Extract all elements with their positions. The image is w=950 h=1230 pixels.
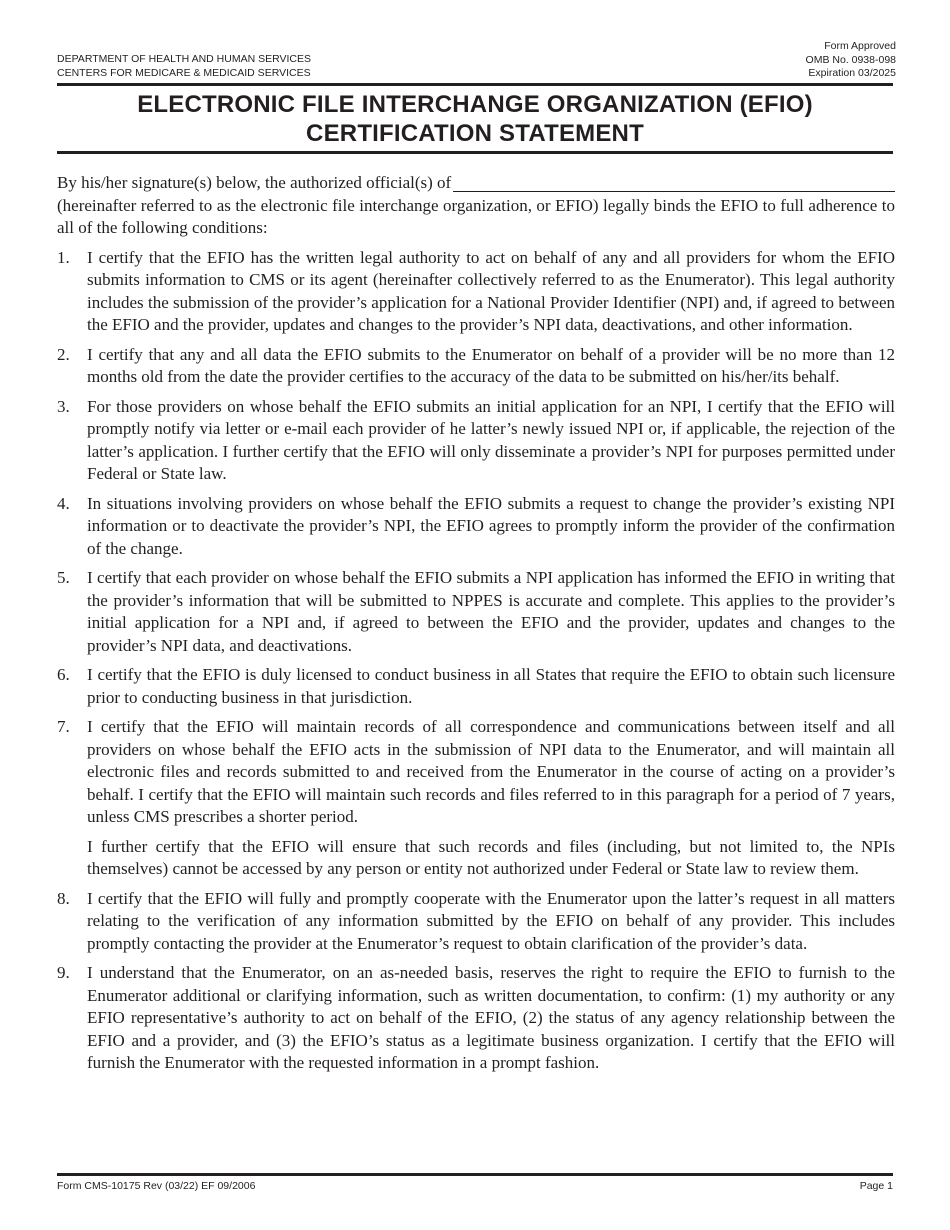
- item-number: 6.: [57, 665, 70, 684]
- item-number: 1.: [57, 247, 70, 267]
- item-text: In situations involving providers on whose behalf the EFIO submits a request to change the provider’s existing NPI information or to deactivate the provider’s NPI, the EFIO agrees to promptly inform the provider of the confirmation of the change.: [87, 493, 895, 558]
- title-divider: [57, 151, 893, 154]
- item-text: I certify that the EFIO will maintain records of all correspondence and communications between itself and all providers on whose behalf the EFIO acts in the submission of NPI data to the Enumerator, and will maintain all electronic files and records submitted to and received from the Enumerator in the course of acting on a provider’s behalf. I certify that the EFIO will maintain such records and files referred to in this paragraph for a period of 7 years, unless CMS prescribes a shorter period.: [87, 717, 895, 826]
- item-number: 9.: [57, 963, 70, 982]
- item-number: 8.: [57, 888, 70, 908]
- omb-number: OMB No. 0938-098: [805, 53, 896, 66]
- condition-item: [57, 396, 895, 486]
- omb-block: [806, 40, 896, 81]
- item-text-continuation: I further certify that the EFIO will ensure that such records and files (including, but not limited to, the NPIs themselves) cannot be accessed by any person or entity not authorized under Federal or State law to review them.: [87, 836, 895, 878]
- condition-item: [57, 344, 895, 389]
- item-number: 3.: [57, 396, 70, 416]
- agency-line: CENTERS FOR MEDICARE & MEDICAID SERVICES: [57, 66, 311, 79]
- form-approved-label: Form Approved: [824, 40, 896, 52]
- item-text: I certify that any and all data the EFIO submits to the Enumerator on behalf of a provider will be no more than 12 months old from the date the provider certifies to the accuracy of the data to be submitted on his/her/its behalf.: [87, 344, 895, 386]
- agency-header: [57, 53, 311, 80]
- item-text: I understand that the Enumerator, on an as-needed basis, reserves the right to require the EFIO to furnish to the Enumerator additional or clarifying information, such as written documentation, to confirm: (1) my authority or any EFIO representative’s authority to act on behalf of the EFIO, (2) the status of any agency relationship between the EFIO and a provider, and (3) the EFIO’s status as a legitimate business organization. I certify that the EFIO will furnish the Enumerator with the requested information in a prompt fashion.: [87, 963, 895, 1072]
- page-number: Page 1: [859, 1180, 893, 1192]
- condition-item: [57, 888, 895, 956]
- item-text: I certify that the EFIO will fully and promptly cooperate with the Enumerator upon the latter’s request in all matters relating to the verification of any information submitted by the EFIO on behalf of any provider. This includes promptly contacting the provider at the Enumerator’s request to obtain clarification of the provider’s data.: [87, 888, 895, 953]
- intro-line: [57, 172, 895, 195]
- item-number: 4.: [57, 493, 70, 513]
- organization-name-field[interactable]: [453, 176, 895, 192]
- condition-item: [57, 247, 895, 337]
- footer-divider: [57, 1173, 893, 1176]
- intro-text: By his/her signature(s) below, the authorized official(s) of: [57, 173, 452, 192]
- condition-item: [57, 567, 895, 657]
- condition-item: [57, 962, 895, 1075]
- item-number: 5.: [57, 568, 70, 587]
- item-text: I certify that each provider on whose behalf the EFIO submits a NPI application has informed the EFIO in writing that the provider’s information that will be submitted to NPPES is accurate and complete. This applies to the provider’s initial application for a NPI and, if agreed to between the EFIO and the provider, updates and changes to the provider’s NPI data, and deactivations.: [87, 568, 895, 655]
- form-identifier: Form CMS-10175 Rev (03/22) EF 09/2006: [57, 1180, 256, 1192]
- title-line: ELECTRONIC FILE INTERCHANGE ORGANIZATION (EFIO): [137, 91, 813, 118]
- expiration-date: Expiration 03/2025: [808, 67, 896, 79]
- item-number: 7.: [57, 717, 70, 736]
- item-text: I certify that the EFIO has the written legal authority to act on behalf of any and all providers for whom the EFIO submits information to CMS or its agent (hereinafter collectively referred to as the Enumerator). This legal authority includes the submission of the provider’s application for a National Provider Identifier (NPI) and, if agreed to between the EFIO and the provider, updates and changes to the provider’s NPI data, deactivations, and other information.: [87, 247, 895, 334]
- intro-continuation: (hereinafter referred to as the electronic file interchange organization, or EFIO) legally binds the EFIO to full adherence to all of the following conditions:: [57, 195, 895, 237]
- title-line: CERTIFICATION STATEMENT: [306, 120, 644, 147]
- item-text: I certify that the EFIO is duly licensed to conduct business in all States that require the EFIO to obtain such licensure prior to conducting business in that jurisdiction.: [87, 665, 895, 707]
- item-number: 2.: [57, 344, 70, 364]
- condition-item: [57, 493, 895, 561]
- conditions-list: [57, 247, 895, 1075]
- document-title: [57, 90, 893, 148]
- item-text: For those providers on whose behalf the EFIO submits an initial application for an NPI, I certify that the EFIO will promptly notify via letter or e-mail each provider of he latter’s newly issued NPI or, if applicable, the rejection of the latter’s application. I further certify that the EFIO will only disseminate a provider’s NPI for purposes permitted under Federal or State law.: [87, 396, 895, 483]
- condition-item: [57, 716, 895, 881]
- agency-line: DEPARTMENT OF HEALTH AND HUMAN SERVICES: [57, 53, 311, 65]
- certification-body: [57, 172, 895, 1082]
- header-divider: [57, 83, 893, 86]
- condition-item: [57, 664, 895, 709]
